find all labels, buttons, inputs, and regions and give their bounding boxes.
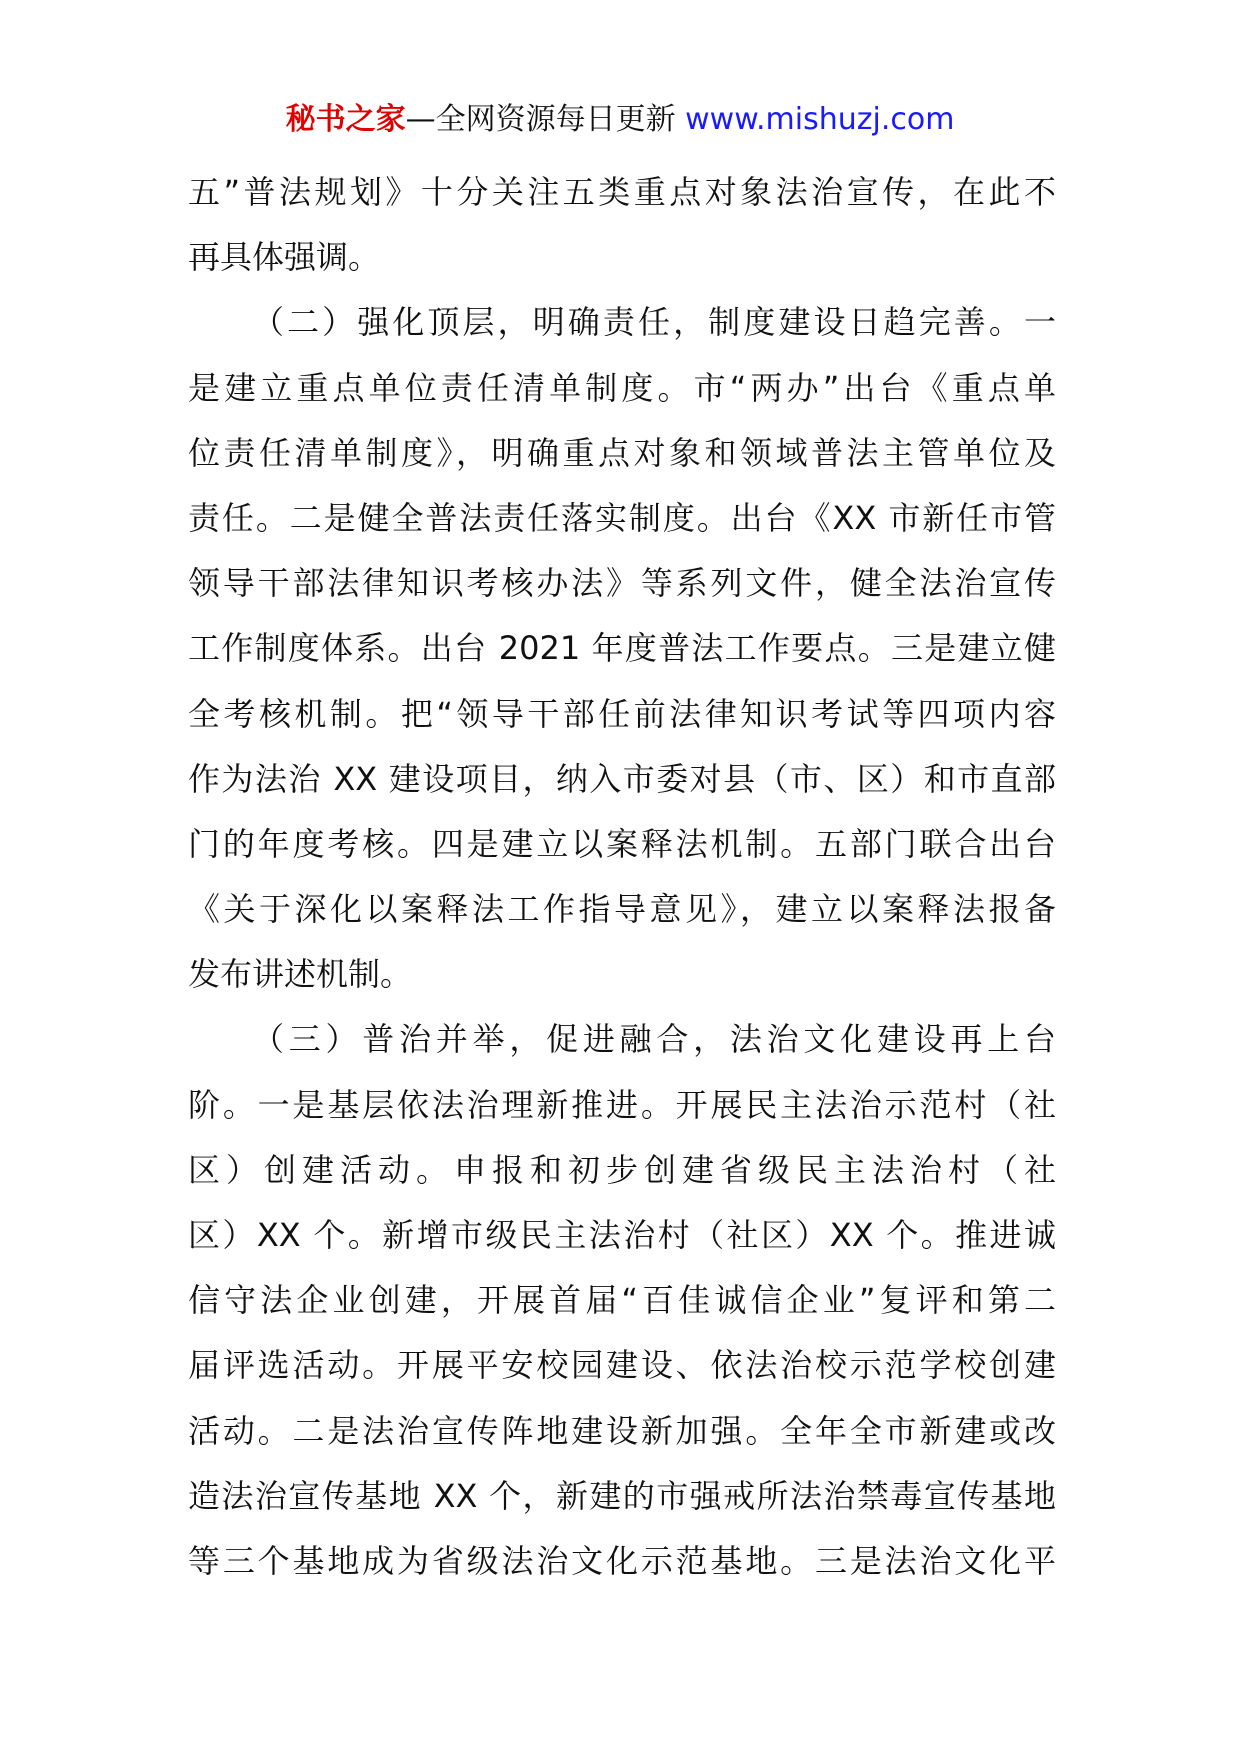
text-line: 五”普法规划》十分关注五类重点对象法治宣传，在此不 (188, 173, 1056, 211)
text-line: 阶。一是基层依法治理新推进。开展民主法治示范村（社 (188, 1085, 1056, 1124)
text-line: 全考核机制。把“领导干部任前法律知识考试等四项内容 (188, 694, 1056, 733)
text-line: 发布讲述机制。 (188, 955, 413, 994)
text-line: 再具体强调。 (188, 238, 381, 277)
paragraph-start-line: （二）强化顶层，明确责任，制度建设日趋完善。一 (252, 303, 1056, 342)
site-url[interactable]: www.mishuzj.com (685, 102, 955, 137)
text-line: 区）XX 个。新增市级民主法治村（社区）XX 个。推进诚 (188, 1216, 1056, 1254)
text-line: 等三个基地成为省级法治文化示范基地。三是法治文化平 (188, 1541, 1056, 1580)
text-line: 《关于深化以案释法工作指导意见》，建立以案释法报备 (188, 890, 1056, 929)
brand-name: 秘书之家 (285, 102, 406, 137)
paragraph-start-line: （三）普治并举，促进融合，法治文化建设再上台 (252, 1020, 1056, 1059)
text-line: 信守法企业创建，开展首届“百佳诚信企业”复评和第二 (188, 1281, 1056, 1320)
text-line: 是建立重点单位责任清单制度。市“两办”出台《重点单 (188, 368, 1056, 407)
text-line: 领导干部法律知识考核办法》等系列文件，健全法治宣传 (188, 564, 1056, 603)
header-tagline: —全网资源每日更新 (405, 102, 686, 137)
text-line: 作为法治 XX 建设项目，纳入市委对县（市、区）和市直部 (188, 759, 1056, 798)
text-line: 工作制度体系。出台 2021 年度普法工作要点。三是建立健 (188, 629, 1056, 668)
text-line: 区）创建活动。申报和初步创建省级民主法治村（社 (188, 1150, 1056, 1189)
text-line: 届评选活动。开展平安校园建设、依法治校示范学校创建 (188, 1346, 1056, 1385)
text-line: 造法治宣传基地 XX 个，新建的市强戒所法治禁毒宣传基地 (188, 1476, 1056, 1515)
text-line: 门的年度考核。四是建立以案释法机制。五部门联合出台 (188, 824, 1056, 863)
text-line: 责任。二是健全普法责任落实制度。出台《XX 市新任市管 (188, 498, 1056, 537)
text-line: 活动。二是法治宣传阵地建设新加强。全年全市新建或改 (188, 1411, 1056, 1450)
site-header (0, 98, 1240, 142)
document-body (188, 168, 1056, 1602)
text-line: 位责任清单制度》，明确重点对象和领域普法主管单位及 (188, 433, 1056, 472)
